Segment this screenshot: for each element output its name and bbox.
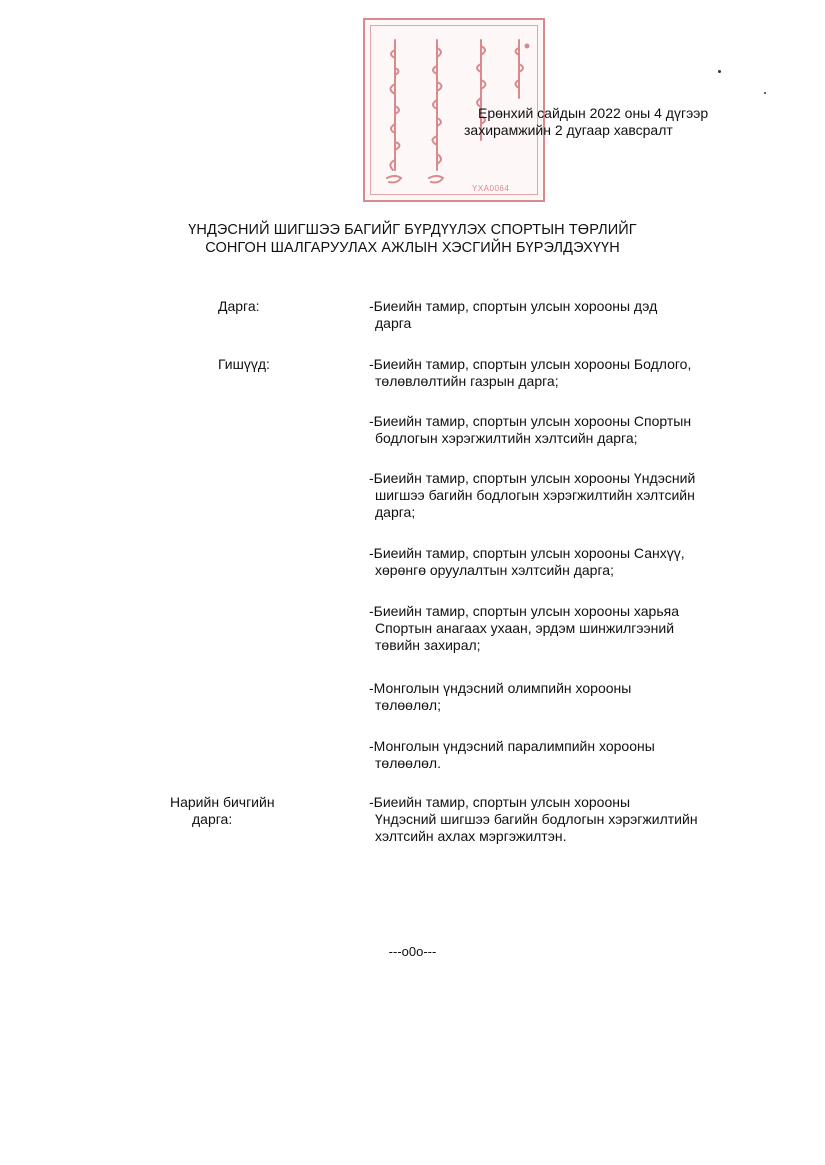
chair-role-label: Дарга: — [218, 298, 260, 314]
member-line: -Монголын үндэсний олимпийн хорооны — [369, 680, 632, 696]
attachment-note — [464, 105, 764, 139]
member-line: төлөөлөл. — [375, 755, 441, 771]
chair-line: -Биеийн тамир, спортын улсын хорооны дэд — [369, 298, 658, 314]
scan-speck — [764, 92, 766, 94]
secretary-line: Үндэсний шигшээ багийн бодлогын хэрэгжилтийн — [375, 811, 698, 827]
member-line: Спортын анагаах ухаан, эрдэм шинжилгээний — [375, 620, 675, 636]
chair-line: дарга — [375, 315, 412, 331]
member-item — [369, 413, 769, 447]
scan-speck — [718, 70, 721, 73]
member-line: -Биеийн тамир, спортын улсын хорооны Санхүү, — [369, 545, 685, 561]
member-line: -Монголын үндэсний паралимпийн хорооны — [369, 738, 655, 754]
member-line: -Биеийн тамир, спортын улсын хорооны Спортын — [369, 413, 692, 429]
member-line: -Биеийн тамир, спортын улсын хорооны Бодлого, — [369, 356, 692, 372]
document-title — [120, 221, 705, 257]
member-line: -Биеийн тамир, спортын улсын хорооны Үндэсний — [369, 470, 696, 486]
member-line: төлөөлөл; — [375, 697, 441, 713]
member-item — [369, 356, 769, 390]
member-item — [369, 603, 769, 654]
secretary-role-line1: Нарийн бичгийн — [170, 794, 275, 810]
member-line: дарга; — [375, 504, 416, 520]
secretary-role-line2: дарга: — [192, 811, 233, 827]
member-line: төлөвлөлтийн газрын дарга; — [375, 373, 559, 389]
secretary-description — [369, 794, 769, 845]
title-line1: ҮНДЭСНИЙ ШИГШЭЭ БАГИЙГ БҮРДҮҮЛЭХ СПОРТЫН ТӨРЛИЙГ — [188, 222, 637, 238]
title-line2: СОНГОН ШАЛГАРУУЛАХ АЖЛЫН ХЭСГИЙН БҮРЭЛДЭХҮҮН — [205, 240, 620, 256]
member-line: шигшээ багийн бодлогын хэрэгжилтийн хэлтсийн — [375, 487, 695, 503]
member-item — [369, 738, 769, 772]
member-item — [369, 545, 769, 579]
member-line: төвийн захирал; — [375, 637, 481, 653]
chair-description — [369, 298, 769, 332]
seal-code: YXA0064 — [472, 184, 510, 193]
member-line: хөрөнгө оруулалтын хэлтсийн дарга; — [375, 562, 614, 578]
member-line: -Биеийн тамир, спортын улсын хорооны харьяа — [369, 603, 680, 619]
secretary-line: -Биеийн тамир, спортын улсын хорооны — [369, 794, 631, 810]
attachment-note-line1: Ерөнхий сайдын 2022 оны 4 дүгээр — [478, 105, 709, 121]
member-item — [369, 470, 769, 521]
attachment-note-line2: захирамжийн 2 дугаар хавсралт — [464, 122, 673, 138]
secretary-line: хэлтсийн ахлах мэргэжилтэн. — [375, 828, 567, 844]
member-item — [369, 680, 769, 714]
secretary-role-label — [170, 794, 275, 828]
members-role-label: Гишүүд: — [218, 356, 270, 372]
document-end-mark: ---o0o--- — [388, 944, 437, 959]
member-line: бодлогын хэрэгжилтийн хэлтсийн дарга; — [375, 430, 638, 446]
